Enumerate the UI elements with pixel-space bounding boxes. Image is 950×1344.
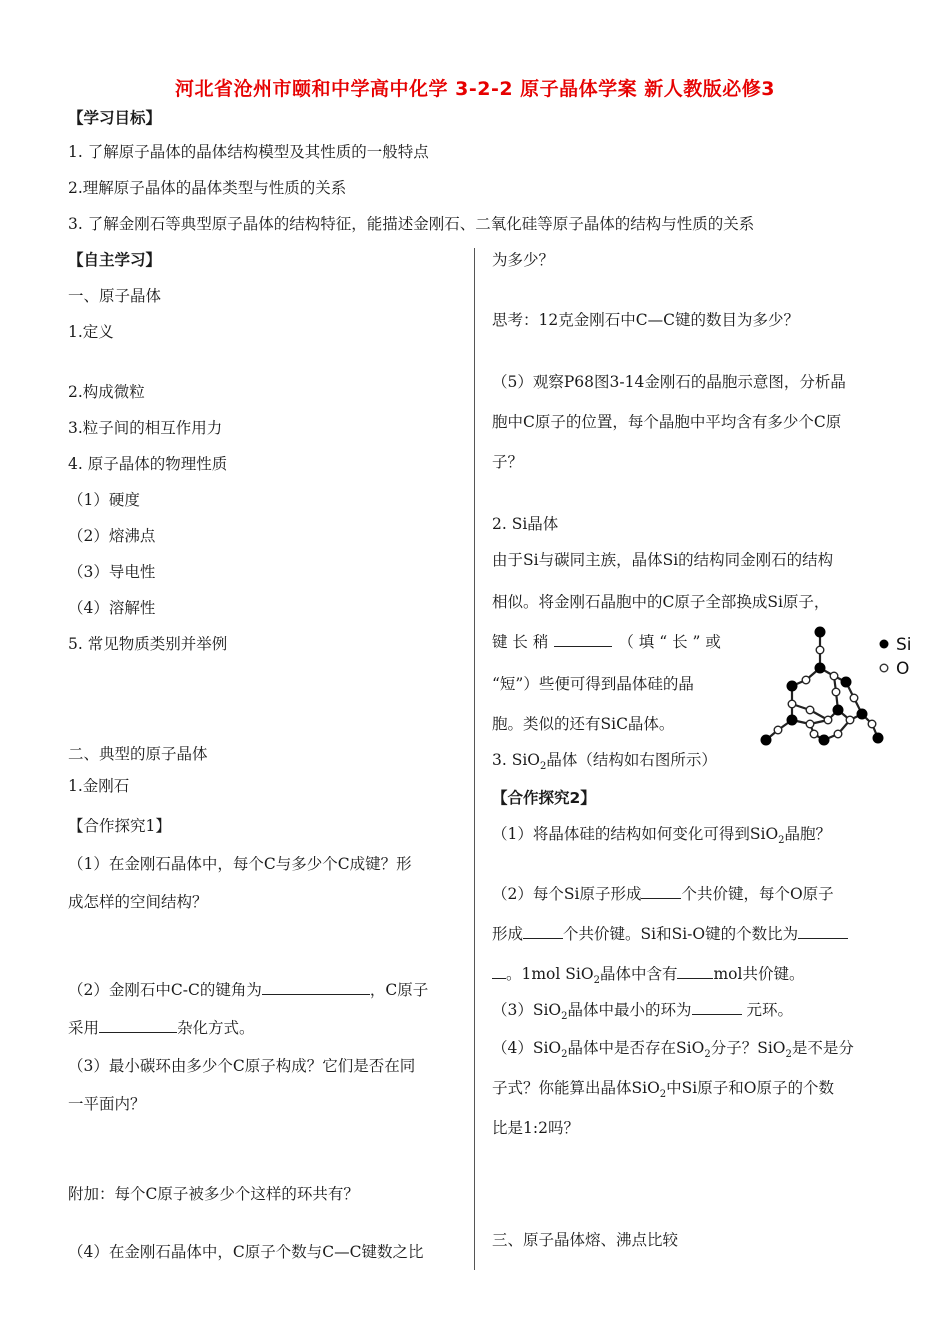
o-atom: [850, 694, 858, 702]
si-text-line3a: 键 长 稍: [492, 633, 549, 651]
legend-o-dot: [880, 664, 888, 672]
si-text-line3: [492, 630, 721, 652]
o-atom: [802, 676, 810, 684]
o-atom: [868, 720, 876, 728]
si-atom: [815, 627, 825, 637]
si-atom: [833, 705, 843, 715]
coop2-q4-sub1: 2: [561, 1049, 568, 1061]
si-text-line1: 由于Si与碳同主族，晶体Si的结构同金刚石的结构: [492, 551, 834, 569]
si-text-line5: 胞。类似的还有SiC晶体。: [492, 715, 675, 733]
coop2-q2-b: 个共价键，每个O原子: [681, 885, 834, 903]
si-text-line4: “短”）些便可得到晶体硅的晶: [492, 675, 694, 693]
legend-o-label: O: [896, 659, 910, 679]
coop2-q2-line3: [492, 962, 804, 986]
o-atom: [788, 700, 796, 708]
legend-si-label: Si: [896, 635, 912, 655]
bond-ratio-blank-b[interactable]: [492, 964, 506, 979]
coop1-q2-text-a: （2）金刚石中C-C的键角为: [68, 981, 262, 999]
extra-question: 附加：每个C原子被多少个这样的环共有？: [68, 1185, 359, 1203]
coop1-q3-line1: （3）最小碳环由多少个C原子构成？它们是否在同: [68, 1057, 416, 1075]
si-text-line3b: （ 填 “ 长 ” 或: [618, 633, 721, 651]
question-force: 3.粒子间的相互作用力: [68, 419, 223, 437]
legend-si-dot: [880, 640, 889, 649]
goals-heading: 【学习目标】: [68, 109, 162, 127]
coop2-q4-c: 分子？SiO: [710, 1039, 786, 1057]
si-bonds-blank[interactable]: [641, 884, 681, 899]
mol-bonds-blank[interactable]: [677, 964, 713, 979]
question-definition: 1.定义: [68, 323, 114, 341]
section-1-heading: 一、原子晶体: [68, 287, 162, 305]
si-text-line2: 相似。将金刚石晶胞中的C原子全部换成Si原子，: [492, 593, 830, 611]
si-atom: [841, 677, 851, 687]
question-particles: 2.构成微粒: [68, 383, 145, 401]
coop2-q4-line2b: 中Si原子和O原子的个数: [666, 1079, 834, 1097]
sio2-heading: [492, 748, 717, 772]
bond-length-blank[interactable]: [554, 632, 612, 647]
ring-size-blank[interactable]: [692, 1000, 742, 1015]
coop2-q2-f: 晶体中含有: [599, 965, 678, 983]
coop2-q4-d: 是不是分: [791, 1039, 854, 1057]
coop2-q4-line2: [492, 1076, 834, 1100]
coop2-q1-b: 晶胞？: [784, 825, 832, 843]
o-bonds-blank[interactable]: [523, 924, 563, 939]
hybridization-blank[interactable]: [99, 1018, 177, 1033]
property-melting: （2）熔沸点: [68, 527, 156, 545]
section-3-heading: 三、原子晶体熔、沸点比较: [492, 1231, 679, 1249]
o-atom: [774, 726, 782, 734]
self-study-heading: 【自主学习】: [68, 251, 162, 269]
si-atom: [873, 733, 883, 743]
coop1-q5-line2: 胞中C原子的位置，每个晶胞中平均含有多少个C原: [492, 413, 842, 431]
property-solubility: （4）溶解性: [68, 599, 156, 617]
property-hardness: （1）硬度: [68, 491, 140, 509]
coop2-q4-line1: [492, 1036, 854, 1060]
coop2-q1-a: （1）将晶体硅的结构如何变化可得到SiO: [492, 825, 779, 843]
sio2-structure-figure: [758, 620, 938, 750]
coop1-q2-line1: [68, 978, 428, 1000]
coop2-q4-sub3: 2: [785, 1049, 792, 1061]
o-atom: [846, 716, 854, 724]
o-atom: [806, 720, 814, 728]
coop1-q2-text-c: 采用: [68, 1019, 100, 1037]
coop2-q2-e: 。1mol SiO: [506, 965, 594, 983]
si-atom: [857, 709, 867, 719]
coop1-q2-text-d: 杂化方式。: [177, 1019, 255, 1037]
sio2-heading-sub: 2: [540, 761, 547, 773]
coop2-q3-b: 晶体中最小的环为: [567, 1001, 692, 1019]
coop2-q3: [492, 998, 793, 1022]
coop1-q2-line2: [68, 1016, 255, 1038]
coop-1-heading: 【合作探究1】: [68, 817, 171, 835]
coop1-q5-line1: （5）观察P68图3-14金刚石的晶胞示意图，分析晶: [492, 373, 846, 391]
o-atom: [806, 706, 814, 714]
bond-angle-blank[interactable]: [262, 980, 370, 995]
coop2-q2-line2: [492, 922, 848, 944]
coop1-q1-line2: 成怎样的空间结构？: [68, 893, 208, 911]
coop2-q1-sub: 2: [778, 835, 785, 847]
diamond-heading: 1.金刚石: [68, 777, 130, 795]
coop1-q3-line2: 一平面内？: [68, 1095, 146, 1113]
coop2-q2-sub: 2: [593, 975, 600, 987]
goal-item-3: 3. 了解金刚石等典型原子晶体的结构特征，能描述金刚石、二氧化硅等原子晶体的结构与性质的关系: [68, 215, 755, 233]
o-atom: [810, 730, 818, 738]
coop2-q3-sub: 2: [561, 1011, 568, 1023]
si-atom: [787, 715, 797, 725]
coop2-q2-a: （2）每个Si原子形成: [492, 885, 642, 903]
bond-ratio-blank-a[interactable]: [798, 924, 848, 939]
coop1-q2-text-b: ，C原子: [369, 981, 429, 999]
coop2-q2-c: 形成: [492, 925, 524, 943]
column-divider: [474, 248, 475, 1270]
coop2-q1: [492, 822, 831, 846]
goal-item-1: 1. 了解原子晶体的晶体结构模型及其性质的一般特点: [68, 143, 429, 161]
si-atom: [819, 735, 829, 745]
question-types: 5. 常见物质类别并举例: [68, 635, 228, 653]
si-atom: [815, 663, 825, 673]
coop2-q2-d: 个共价键。Si和Si-O键的个数比为: [563, 925, 799, 943]
coop1-q4-line1: （4）在金刚石晶体中，C原子个数与C—C键数之比: [68, 1243, 424, 1261]
section-2-heading: 二、典型的原子晶体: [68, 745, 208, 763]
coop2-q4-line2sub: 2: [659, 1089, 667, 1101]
coop1-q1-line1: （1）在金刚石晶体中，每个C与多少个C成键？形: [68, 855, 412, 873]
coop2-q3-c: 元环。: [741, 1001, 793, 1019]
coop-2-heading: 【合作探究2】: [492, 789, 596, 807]
coop2-q4-a: （4）SiO: [492, 1039, 562, 1057]
o-atom: [830, 672, 838, 680]
figure-legend: [880, 635, 912, 679]
sio2-heading-a: 3. SiO: [492, 751, 540, 769]
property-conductivity: （3）导电性: [68, 563, 156, 581]
si-atom: [787, 681, 797, 691]
coop1-q5-line3: 子？: [492, 453, 524, 471]
o-atom: [824, 716, 832, 724]
coop2-q2-line1: [492, 882, 834, 904]
si-atom: [761, 735, 771, 745]
coop2-q4-b: 晶体中是否存在SiO: [567, 1039, 705, 1057]
coop2-q4-sub2: 2: [704, 1049, 711, 1061]
goal-item-2: 2.理解原子晶体的晶体类型与性质的关系: [68, 179, 347, 197]
coop2-q3-a: （3）SiO: [492, 1001, 562, 1019]
sio2-heading-b: 晶体（结构如右图所示）: [546, 751, 717, 769]
o-atom: [816, 646, 824, 654]
si-crystal-heading: 2. Si晶体: [492, 515, 559, 533]
o-atom: [832, 688, 840, 696]
coop2-q4-line2a: 子式？你能算出晶体SiO: [492, 1079, 660, 1097]
document-title: 河北省沧州市颐和中学高中化学 3-2-2 原子晶体学案 新人教版必修3: [175, 78, 775, 100]
coop2-q2-g: mol共价键。: [713, 965, 805, 983]
coop1-q4-line2: 为多少？: [492, 251, 555, 269]
o-atom: [834, 730, 842, 738]
coop2-q4-line3: 比是1:2吗？: [492, 1119, 579, 1137]
question-properties: 4. 原子晶体的物理性质: [68, 455, 228, 473]
think-question: 思考：12克金刚石中C—C键的数目为多少？: [492, 311, 799, 329]
